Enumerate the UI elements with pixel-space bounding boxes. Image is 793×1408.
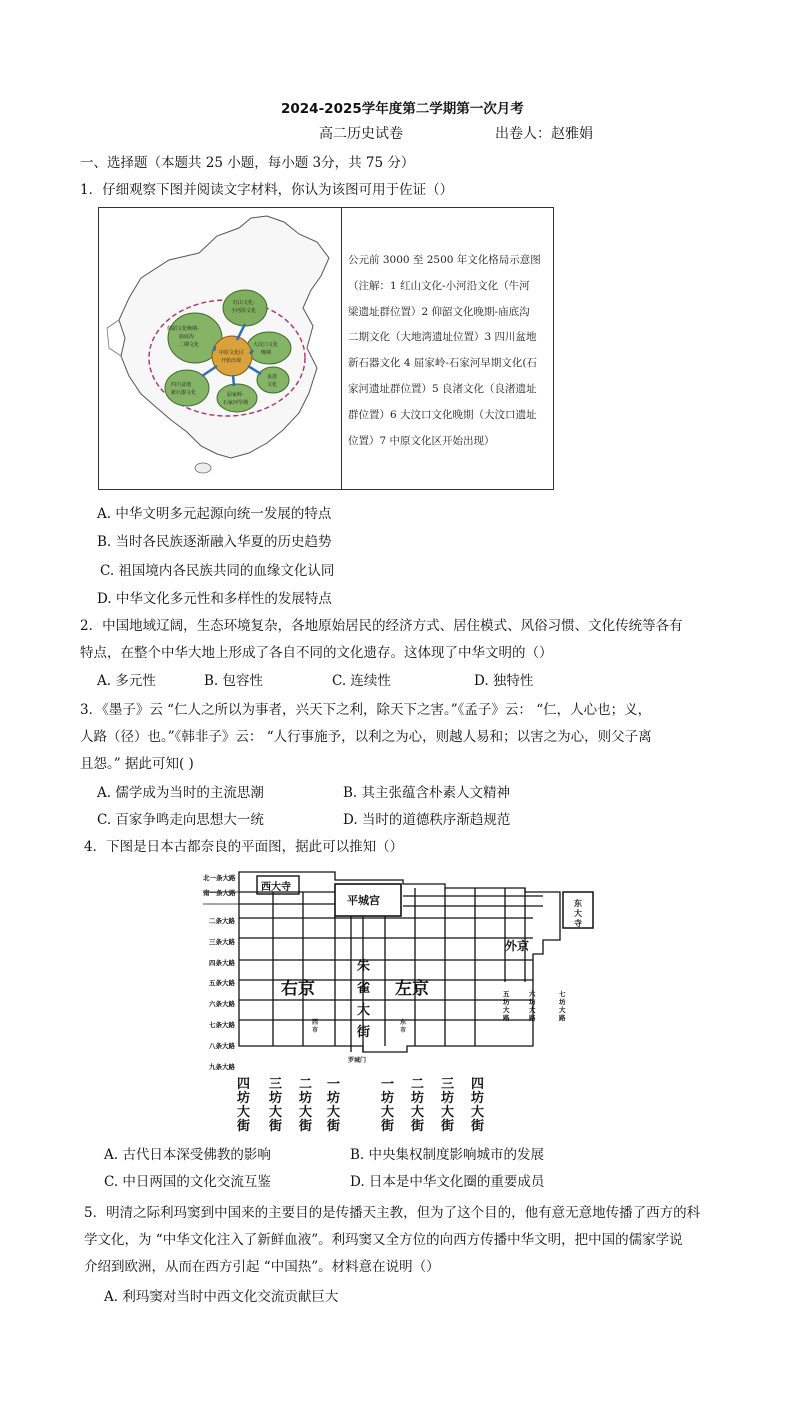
question-3-line-1: 3．《墨子》云 “仁人之所以为事者，兴天下之利，除天下之害。”《孟子》云： “仁，人心也；义， [80, 702, 652, 718]
svg-text:大汶口文化: 大汶口文化 [253, 342, 279, 348]
question-4-option-c[interactable]: C. 中日两国的文化交流互鉴 [104, 1174, 271, 1190]
xishi-label: 西市 [312, 1019, 319, 1034]
svg-text:坊: 坊 [441, 1091, 455, 1106]
road-label-9: 八条大路 [209, 1042, 235, 1050]
question-1-stem: 1．仔细观察下图并阅读文字材料，你认为该图可用于佐证（） [80, 182, 454, 198]
question-4-option-a[interactable]: A. 古代日本深受佛教的影响 [104, 1147, 271, 1163]
svg-text:大: 大 [574, 909, 582, 918]
question-3-line-2: 人路（径）也。”《韩非子》云： “人行事施予，以利之为心，则越人易和；以害之为心，则父子离 [80, 729, 652, 745]
china-culture-map [99, 208, 341, 489]
west-street-label-1 [236, 1077, 250, 1132]
east-street-label-4 [470, 1077, 484, 1132]
svg-text:坊: 坊 [299, 1091, 313, 1106]
road-label-7: 六条大路 [209, 1000, 235, 1008]
svg-text:东: 东 [574, 899, 582, 908]
question-1-figure [98, 207, 554, 490]
road-label-5: 四条大路 [209, 959, 235, 967]
exam-title: 2024-2025学年度第二学期第一次月考 [281, 101, 524, 117]
svg-text:三: 三 [441, 1077, 455, 1092]
question-5-line-3: 介绍到欧洲，从而在西方引起 “中国热”。材料意在说明（） [84, 1259, 440, 1275]
waijing-label: 外京 [505, 939, 530, 953]
svg-text:三: 三 [269, 1077, 283, 1092]
svg-text:街: 街 [471, 1119, 485, 1132]
east-street-label-2 [410, 1077, 424, 1132]
road-label-4: 三条大路 [209, 938, 235, 946]
question-1-caption: 公元前 3000 至 2500 年文化格局示意图 （注解：1 红山文化-小河沿文化（牛河 梁遗址群位置）2 仰韶文化晚期-庙底沟 二期文化（大地湾遗址位置）3 四川盆地 新石器文化 4 屈家岭-石家河早期文化(石 家河遗址群位置）5 良渚文化（良渚遗址 群位置）6 大汶口文化晚期（大汶口遗址 位置）7 中原文化区开始出现） [348, 254, 541, 447]
svg-text:良渚: 良渚 [267, 374, 278, 380]
question-2-option-b[interactable]: B. 包容性 [204, 673, 264, 689]
svg-text:街: 街 [441, 1119, 455, 1132]
svg-text:石家河早期: 石家河早期 [223, 400, 249, 406]
figure-divider [341, 208, 342, 489]
question-3-line-3: 且怨。” 据此可知( ) [80, 756, 194, 772]
question-1-option-d[interactable]: D. 中华文化多元性和多样性的发展特点 [97, 591, 332, 607]
svg-text:朱: 朱 [357, 959, 371, 974]
svg-text:大: 大 [237, 1105, 251, 1120]
svg-text:雀: 雀 [357, 981, 371, 996]
west-street-label-4 [326, 1077, 340, 1132]
exam-subject: 高二历史试卷 [319, 126, 403, 142]
svg-text:大: 大 [559, 1006, 566, 1014]
luocheng-gate-label: 罗城门 [348, 1057, 367, 1064]
svg-text:坊: 坊 [503, 998, 510, 1006]
east-avenue-label-1 [502, 990, 510, 1022]
svg-text:大: 大 [381, 1105, 395, 1120]
svg-text:大: 大 [529, 1006, 536, 1014]
question-1-option-c[interactable]: C. 祖国境内各民族共同的血缘文化认同 [100, 563, 335, 579]
svg-text:四: 四 [471, 1077, 485, 1092]
question-5-line-2: 学文化，为 “中华文化注入了新鲜血液”。利玛窦又全方位的向西方传播中华文明，把中国的儒家学说 [84, 1232, 683, 1248]
question-2-option-d[interactable]: D. 独特性 [474, 673, 534, 689]
svg-text:大: 大 [357, 1003, 371, 1018]
svg-text:寺: 寺 [574, 919, 582, 928]
west-street-label-2 [268, 1077, 282, 1132]
svg-text:大: 大 [441, 1105, 455, 1120]
question-4-option-d[interactable]: D. 日本是中华文化圈的重要成员 [350, 1174, 545, 1190]
svg-text:四: 四 [237, 1077, 251, 1092]
svg-text:街: 街 [237, 1119, 251, 1132]
east-street-label-3 [440, 1077, 454, 1132]
svg-text:一: 一 [327, 1077, 341, 1092]
road-label-6: 五条大路 [209, 979, 235, 987]
question-4-option-b[interactable]: B. 中央集权制度影响城市的发展 [350, 1147, 545, 1163]
svg-text:六: 六 [529, 990, 536, 998]
question-2-option-a[interactable]: A. 多元性 [97, 673, 156, 689]
road-label-10: 九条大路 [209, 1063, 235, 1071]
svg-text:街: 街 [381, 1119, 395, 1132]
question-2-option-c[interactable]: C. 连续性 [332, 673, 391, 689]
question-5-option-a[interactable]: A. 利玛窦对当时中西文化交流贡献巨大 [104, 1289, 339, 1305]
svg-text:五: 五 [503, 990, 510, 998]
west-street-label-3 [298, 1077, 312, 1132]
dongdaisi-label [574, 898, 582, 928]
question-1-option-b[interactable]: B. 当时各民族逐渐融入华夏的历史趋势 [97, 534, 332, 550]
svg-text:坊: 坊 [559, 998, 566, 1006]
svg-text:二: 二 [411, 1077, 425, 1092]
svg-text:文化: 文化 [267, 382, 278, 388]
svg-text:大: 大 [411, 1105, 425, 1120]
question-5-line-1: 5．明清之际利玛窦到中国来的主要目的是传播天主教，但为了这个目的，他有意无意地传播了西方的科 [84, 1205, 701, 1221]
svg-text:路: 路 [529, 1014, 536, 1022]
svg-text:大: 大 [503, 1006, 510, 1014]
svg-text:中原文化区: 中原文化区 [219, 350, 245, 356]
svg-text:二: 二 [299, 1077, 313, 1092]
svg-text:大: 大 [269, 1105, 283, 1120]
svg-text:七: 七 [559, 990, 566, 998]
dongshi-label: 东市 [400, 1019, 407, 1034]
east-avenue-label-3 [558, 989, 566, 1022]
svg-text:坊: 坊 [237, 1091, 251, 1106]
svg-text:开始出现: 开始出现 [221, 358, 242, 364]
svg-text:二期文化: 二期文化 [179, 342, 200, 348]
question-3-option-a[interactable]: A. 儒学成为当时的主流思潮 [97, 785, 264, 801]
svg-text:四川盆地: 四川盆地 [171, 382, 192, 388]
svg-text:新石器文化: 新石器文化 [171, 390, 197, 396]
svg-text:晚期: 晚期 [261, 350, 272, 356]
xidaisi-label: 西大寺 [261, 882, 291, 893]
palace-label: 平城宫 [347, 894, 380, 907]
road-label-8: 七条大路 [209, 1021, 235, 1029]
svg-text:小河沿文化: 小河沿文化 [231, 308, 257, 314]
svg-text:路: 路 [559, 1014, 566, 1022]
svg-text:街: 街 [357, 1025, 371, 1040]
svg-text:街: 街 [411, 1119, 425, 1132]
svg-text:街: 街 [269, 1119, 283, 1132]
question-3-option-b[interactable]: B. 其主张蕴含朴素人文精神 [343, 785, 511, 801]
question-1-option-a[interactable]: A. 中华文明多元起源向统一发展的特点 [97, 506, 332, 522]
youjing-label: 右京 [281, 979, 315, 999]
svg-text:坊: 坊 [529, 998, 536, 1006]
svg-text:大: 大 [471, 1105, 485, 1120]
nara-city-plan [195, 862, 600, 1132]
label-hongshan: 红山文化- [233, 300, 255, 306]
svg-text:坊: 坊 [269, 1091, 283, 1106]
question-2-line-1: 2．中国地域辽阔，生态环境复杂，各地原始居民的经济方式、居住模式、风俗习惯、文化传统等各有 [80, 618, 683, 634]
svg-text:大: 大 [299, 1105, 313, 1120]
road-label-2: 南一条大路 [203, 889, 236, 897]
svg-text:坊: 坊 [411, 1091, 425, 1106]
exam-author: 出卷人：赵雅娟 [495, 126, 593, 142]
svg-text:庙底沟: 庙底沟 [179, 334, 195, 340]
road-label-1: 北一条大路 [203, 874, 236, 882]
question-3-option-d[interactable]: D. 当时的道德秩序渐趋规范 [343, 812, 511, 828]
svg-text:大: 大 [327, 1105, 341, 1120]
question-3-option-c[interactable]: C. 百家争鸣走向思想大一统 [97, 812, 264, 828]
east-avenue-label-2 [528, 989, 536, 1022]
svg-text:屈家岭-: 屈家岭- [227, 392, 244, 398]
svg-text:街: 街 [299, 1119, 313, 1132]
question-2-line-2: 特点，在整个中华大地上形成了各自不同的文化遗存。这体现了中华文明的（） [80, 645, 553, 661]
section-heading: 一、选择题（本题共 25 小题，每小题 3分，共 75 分） [80, 155, 415, 171]
svg-text:一: 一 [381, 1077, 395, 1092]
svg-text:坊: 坊 [471, 1091, 485, 1106]
zuojing-label: 左京 [395, 979, 429, 999]
svg-text:坊: 坊 [381, 1091, 395, 1106]
svg-text:仰韶文化晚期-: 仰韶文化晚期- [167, 326, 199, 332]
east-street-label-1 [380, 1077, 394, 1132]
road-label-3: 二条大路 [209, 917, 235, 925]
svg-text:路: 路 [503, 1014, 510, 1022]
nara-plan-svg [195, 862, 600, 1132]
question-4-stem: 4．下图是日本古都奈良的平面图，据此可以推知（） [84, 839, 404, 855]
svg-text:坊: 坊 [327, 1091, 341, 1106]
svg-text:街: 街 [327, 1119, 341, 1132]
